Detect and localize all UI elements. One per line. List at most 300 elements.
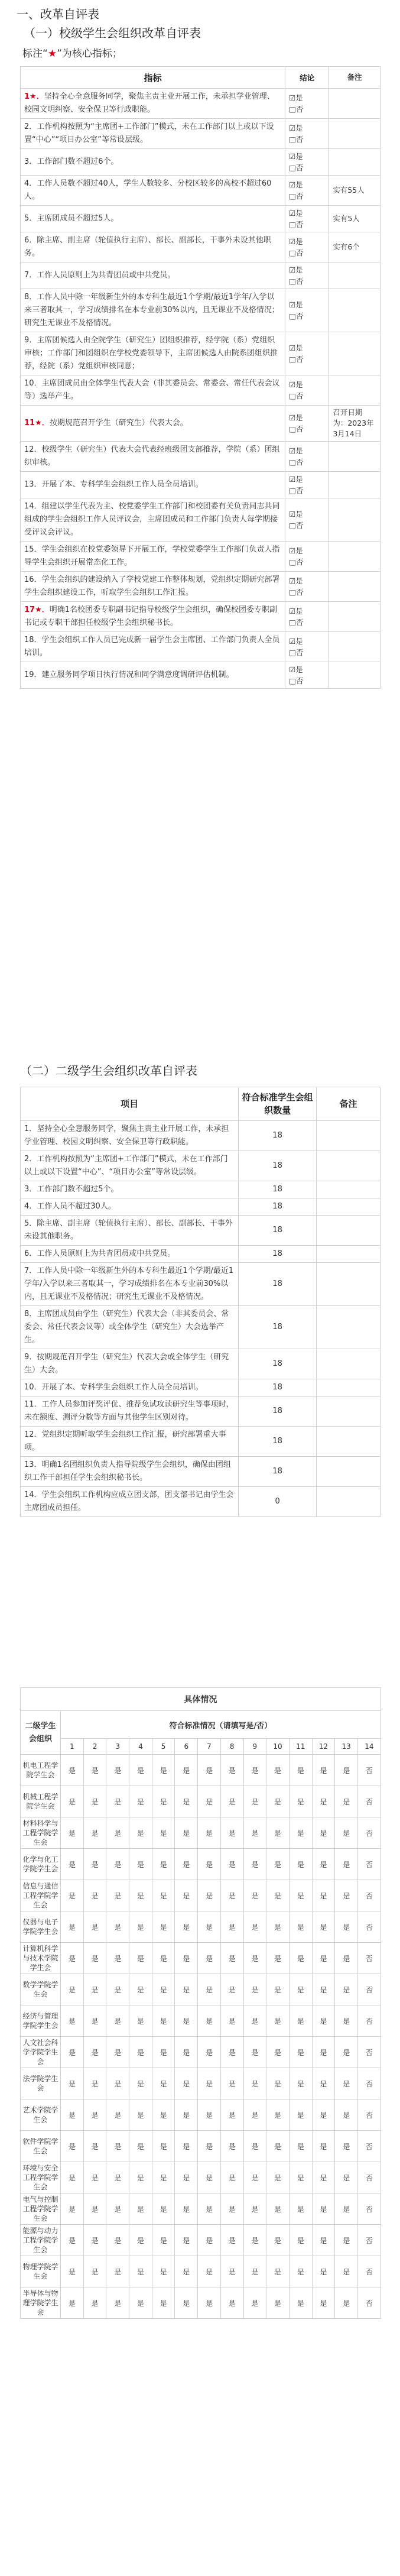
no-checkbox[interactable]: □否 [289, 105, 304, 114]
value-cell: 是 [335, 2099, 358, 2131]
table-row [21, 1181, 381, 1198]
value-cell: 是 [129, 1880, 152, 1911]
value-cell: 是 [312, 2131, 335, 2162]
yes-checkbox[interactable]: ☑是 [289, 209, 303, 218]
no-checkbox[interactable]: □否 [289, 618, 304, 627]
table-row [21, 2256, 381, 2287]
org-name-cell: 机电工程学院学生会 [21, 1755, 61, 1786]
column-number: 10 [266, 1739, 290, 1755]
table-row [21, 1306, 381, 1349]
value-cell: 是 [220, 1974, 243, 2005]
column-number: 1 [61, 1739, 84, 1755]
value-cell: 是 [266, 1880, 290, 1911]
value-cell: 是 [198, 2068, 221, 2099]
value-cell: 是 [152, 2162, 175, 2193]
value-cell: 是 [312, 2162, 335, 2193]
value-cell: 是 [312, 1755, 335, 1786]
no-checkbox[interactable]: □否 [289, 220, 304, 229]
college-level-table [20, 1087, 381, 1517]
value-cell: 是 [175, 1849, 198, 1880]
no-checkbox[interactable]: □否 [289, 163, 304, 172]
yes-checkbox[interactable]: ☑是 [289, 237, 303, 246]
remark-cell [317, 1487, 381, 1517]
indicator-cell [21, 149, 285, 176]
table-row [21, 632, 381, 662]
indicator-cell [21, 572, 285, 602]
value-cell: 是 [83, 1974, 106, 2005]
org-name-cell: 仪器与电子学院学生会 [21, 1911, 61, 1943]
value-cell: 是 [266, 2256, 290, 2287]
indicator-cell [21, 632, 285, 662]
no-checkbox[interactable]: □否 [289, 355, 304, 364]
no-checkbox[interactable]: □否 [289, 248, 304, 257]
value-cell: 是 [266, 1911, 290, 1943]
column-number: 13 [335, 1739, 358, 1755]
yes-checkbox[interactable]: ☑是 [289, 637, 303, 646]
yes-checkbox[interactable]: ☑是 [289, 180, 303, 189]
value-cell: 是 [243, 2225, 266, 2256]
indicator-cell [21, 263, 285, 289]
table-row [21, 1151, 381, 1181]
column-number: 7 [198, 1739, 221, 1755]
no-checkbox[interactable]: □否 [289, 486, 304, 495]
indicator-text: 19．建立服务同学项目执行情况和同学满意度调研评估机制。 [24, 670, 234, 679]
value-cell: 是 [198, 1817, 221, 1849]
value-cell: 是 [198, 1755, 221, 1786]
value-cell: 是 [175, 1817, 198, 1849]
item-cell: 10．开展了本、专科学生会组织工作人员全员培训。 [21, 1379, 239, 1396]
remark-cell [329, 602, 381, 632]
org-name-cell: 半导体与物理学院学生会 [21, 2287, 61, 2319]
no-checkbox[interactable]: □否 [289, 458, 304, 466]
note-quote-open: “ [43, 48, 48, 60]
remark-cell [317, 1306, 381, 1349]
value-cell: 是 [243, 2037, 266, 2068]
remark-cell [317, 1216, 381, 1246]
value-cell: 是 [312, 2193, 335, 2225]
conclusion-cell [285, 89, 329, 119]
value-cell: 是 [220, 1849, 243, 1880]
conclusion-cell [285, 263, 329, 289]
value-cell: 是 [312, 2287, 335, 2319]
remark-cell: 实有6个 [329, 232, 381, 263]
value-cell: 是 [106, 2068, 129, 2099]
value-cell: 是 [175, 2068, 198, 2099]
value-cell: 是 [335, 2162, 358, 2193]
value-cell: 是 [106, 2131, 129, 2162]
no-checkbox[interactable]: □否 [289, 391, 304, 400]
value-cell: 是 [152, 2037, 175, 2068]
value-cell: 是 [175, 2256, 198, 2287]
no-checkbox[interactable]: □否 [289, 676, 304, 685]
value-cell: 是 [129, 2193, 152, 2225]
value-cell: 是 [243, 1755, 266, 1786]
conclusion-cell [285, 176, 329, 206]
count-cell: 0 [239, 1487, 317, 1517]
count-cell: 18 [239, 1198, 317, 1216]
value-cell: 是 [129, 1943, 152, 1974]
table-row [21, 149, 381, 176]
value-cell: 是 [152, 2256, 175, 2287]
remark-cell [329, 498, 381, 542]
value-cell: 是 [61, 1755, 84, 1786]
column-number: 4 [129, 1739, 152, 1755]
value-cell: 是 [220, 1943, 243, 1974]
value-cell: 是 [152, 2068, 175, 2099]
core-star-label: 17★． [24, 605, 50, 614]
item-cell: 11．工作人员参加评奖评优、推荐免试攻读研究生等事项时，未在额度、测评分数等方面与其他学生区别对待。 [21, 1396, 239, 1427]
value-cell: 是 [129, 2005, 152, 2037]
indicator-text: 明确1名校团委专职副书记指导校级学生会组织，确保校团委专职副书记或专职干部担任校级学生会组织秘书长。 [24, 605, 278, 627]
table-row [21, 1974, 381, 2005]
value-cell: 是 [198, 2099, 221, 2131]
value-cell: 是 [289, 2287, 312, 2319]
value-cell: 是 [198, 1849, 221, 1880]
org-name-cell: 计算机科学与技术学院学生会 [21, 1943, 61, 1974]
table-row [21, 1396, 381, 1427]
value-cell: 是 [312, 2037, 335, 2068]
note-prefix: 标注 [22, 48, 43, 60]
value-cell: 是 [61, 2037, 84, 2068]
value-cell: 是 [152, 1755, 175, 1786]
conclusion-cell [285, 232, 329, 263]
count-cell: 18 [239, 1306, 317, 1349]
value-cell: 是 [152, 2193, 175, 2225]
column-number: 11 [289, 1739, 312, 1755]
value-cell: 是 [61, 1974, 84, 2005]
column-number: 6 [175, 1739, 198, 1755]
value-cell: 是 [106, 1880, 129, 1911]
value-cell: 是 [83, 2193, 106, 2225]
value-cell: 是 [106, 1943, 129, 1974]
yes-checkbox[interactable]: ☑是 [289, 576, 303, 585]
conclusion-cell [285, 542, 329, 572]
no-checkbox[interactable]: □否 [289, 312, 304, 320]
value-cell: 是 [220, 2099, 243, 2131]
value-cell: 是 [198, 1974, 221, 2005]
core-star-label: 11★． [24, 419, 50, 427]
value-cell: 是 [129, 1817, 152, 1849]
value-cell: 是 [61, 2068, 84, 2099]
value-cell: 是 [129, 2256, 152, 2287]
value-cell: 是 [312, 1786, 335, 1817]
remark-cell [329, 149, 381, 176]
count-cell: 18 [239, 1457, 317, 1487]
value-cell: 是 [289, 1817, 312, 1849]
no-checkbox[interactable]: □否 [289, 135, 304, 144]
value-cell: 是 [129, 2287, 152, 2319]
table-row [21, 1198, 381, 1216]
value-cell: 是 [289, 2193, 312, 2225]
no-checkbox[interactable]: □否 [289, 277, 304, 286]
item-cell: 1．坚持全心全意服务同学，聚焦主责主业开展工作，未承担学业管理、校园文明纠察、安全保卫等行政职能。 [21, 1121, 239, 1151]
details-table [20, 1687, 381, 2319]
column-number-row [21, 1739, 381, 1755]
value-cell: 是 [106, 2037, 129, 2068]
value-cell: 是 [335, 1880, 358, 1911]
value-cell: 是 [61, 2193, 84, 2225]
conclusion-cell [285, 632, 329, 662]
value-cell: 是 [198, 2037, 221, 2068]
table-row [21, 2193, 381, 2225]
value-cell: 是 [243, 1974, 266, 2005]
value-cell: 是 [175, 2225, 198, 2256]
table-row [21, 176, 381, 206]
value-cell: 是 [175, 2287, 198, 2319]
count-cell: 18 [239, 1379, 317, 1396]
yes-checkbox[interactable]: ☑是 [289, 607, 303, 615]
value-cell: 是 [335, 1911, 358, 1943]
org-name-cell: 经济与管理学院学生会 [21, 2005, 61, 2037]
value-cell: 是 [61, 1943, 84, 1974]
value-cell: 是 [198, 2131, 221, 2162]
conclusion-cell [285, 289, 329, 332]
conclusion-cell [285, 472, 329, 498]
indicator-text: 15．学生会组织在校党委领导下开展工作，学校党委学生工作部门负责人指导学生会组织开展常态化工作。 [24, 545, 280, 567]
remark-cell [329, 119, 381, 149]
indicator-cell [21, 119, 285, 149]
remark-cell: 实有55人 [329, 176, 381, 206]
remark-cell [317, 1457, 381, 1487]
value-cell: 是 [289, 1911, 312, 1943]
value-cell: 否 [357, 2037, 381, 2068]
conclusion-cell [285, 119, 329, 149]
value-cell: 是 [83, 1943, 106, 1974]
yes-checkbox[interactable]: ☑是 [289, 300, 303, 309]
value-cell: 是 [198, 1943, 221, 1974]
no-checkbox[interactable]: □否 [289, 425, 304, 433]
value-cell: 是 [220, 2256, 243, 2287]
remark-cell [329, 442, 381, 472]
header-count: 符合标准学生会组织数量 [239, 1087, 317, 1121]
table-row [21, 1216, 381, 1246]
table-row [21, 2287, 381, 2319]
value-cell: 否 [357, 2099, 381, 2131]
note-suffix: 为核心指标； [61, 48, 122, 60]
value-cell: 是 [61, 2225, 84, 2256]
value-cell: 是 [335, 1849, 358, 1880]
value-cell: 是 [220, 1786, 243, 1817]
count-cell: 18 [239, 1151, 317, 1181]
value-cell: 是 [83, 2005, 106, 2037]
yes-checkbox[interactable]: ☑是 [289, 124, 303, 132]
indicator-text: 4．工作人员数不超过40人，学生人数较多、分校区较多的高校不超过60人。 [24, 179, 272, 201]
org-name-cell: 信息与通信工程学院学生会 [21, 1880, 61, 1911]
org-name-cell: 材料科学与工程学院学生会 [21, 1817, 61, 1849]
value-cell: 是 [61, 2131, 84, 2162]
no-checkbox[interactable]: □否 [289, 521, 304, 530]
yes-checkbox[interactable]: ☑是 [289, 475, 303, 484]
yes-checkbox[interactable]: ☑是 [289, 546, 303, 555]
table-row [21, 1457, 381, 1487]
value-cell: 是 [198, 2005, 221, 2037]
org-name-cell: 人文社会科学学院学生会 [21, 2037, 61, 2068]
table-row [21, 542, 381, 572]
table-row [21, 263, 381, 289]
value-cell: 是 [289, 2068, 312, 2099]
value-cell: 是 [61, 2005, 84, 2037]
yes-checkbox[interactable]: ☑是 [289, 510, 303, 519]
table-row [21, 1943, 381, 1974]
column-number: 3 [106, 1739, 129, 1755]
table-row [21, 1487, 381, 1517]
value-cell: 是 [198, 1911, 221, 1943]
table-row [21, 572, 381, 602]
value-cell: 是 [152, 1786, 175, 1817]
value-cell: 是 [106, 1755, 129, 1786]
table-row [21, 2131, 381, 2162]
table-row [21, 2037, 381, 2068]
value-cell: 是 [335, 2131, 358, 2162]
table-row [21, 1786, 381, 1817]
value-cell: 是 [83, 2287, 106, 2319]
remark-cell: 召开日期为：2023年3月14日 [329, 406, 381, 442]
value-cell: 是 [129, 1786, 152, 1817]
value-cell: 是 [83, 2131, 106, 2162]
value-cell: 是 [198, 1786, 221, 1817]
conclusion-cell [285, 572, 329, 602]
value-cell: 是 [198, 2256, 221, 2287]
value-cell: 是 [243, 2099, 266, 2131]
value-cell: 是 [198, 2287, 221, 2319]
table-row [21, 119, 381, 149]
count-cell: 18 [239, 1181, 317, 1198]
remark-cell [329, 263, 381, 289]
value-cell: 否 [357, 1943, 381, 1974]
value-cell: 是 [129, 2162, 152, 2193]
remark-cell [329, 89, 381, 119]
value-cell: 是 [312, 2068, 335, 2099]
value-cell: 是 [129, 2037, 152, 2068]
value-cell: 是 [106, 2162, 129, 2193]
value-cell: 否 [357, 2287, 381, 2319]
value-cell: 是 [266, 2099, 290, 2131]
value-cell: 是 [220, 2005, 243, 2037]
remark-cell [317, 1181, 381, 1198]
indicator-cell [21, 472, 285, 498]
indicator-text: 6．除主席、副主席（轮值执行主席）、部长、副部长，干事外未设其他职务。 [24, 236, 271, 258]
value-cell: 是 [61, 1911, 84, 1943]
value-cell: 否 [357, 1911, 381, 1943]
yes-checkbox[interactable]: ☑是 [289, 413, 303, 422]
no-checkbox[interactable]: □否 [289, 648, 304, 657]
table-row [21, 1349, 381, 1379]
table-row [21, 289, 381, 332]
yes-checkbox[interactable]: ☑是 [289, 665, 303, 674]
value-cell: 否 [357, 1849, 381, 1880]
value-cell: 是 [152, 2099, 175, 2131]
value-cell: 是 [152, 2005, 175, 2037]
value-cell: 是 [61, 1817, 84, 1849]
remark-cell [317, 1263, 381, 1306]
table-row [21, 2005, 381, 2037]
indicator-text: 12．校级学生（研究生）代表大会代表经班级团支部推荐，学院（系）团组织审核。 [24, 445, 280, 467]
column-number: 9 [243, 1739, 266, 1755]
value-cell: 否 [357, 2256, 381, 2287]
yes-checkbox[interactable]: ☑是 [289, 152, 303, 161]
value-cell: 是 [175, 1786, 198, 1817]
value-cell: 是 [266, 1755, 290, 1786]
value-cell: 否 [357, 2131, 381, 2162]
value-cell: 是 [220, 1880, 243, 1911]
value-cell: 是 [289, 1880, 312, 1911]
value-cell: 是 [152, 2225, 175, 2256]
table-row [21, 232, 381, 263]
value-cell: 是 [335, 2068, 358, 2099]
value-cell: 是 [106, 2099, 129, 2131]
no-checkbox[interactable]: □否 [289, 192, 304, 200]
value-cell: 是 [312, 2256, 335, 2287]
value-cell: 是 [289, 2162, 312, 2193]
value-cell: 是 [243, 2131, 266, 2162]
remark-cell [317, 1349, 381, 1379]
value-cell: 是 [243, 1817, 266, 1849]
remark-cell [329, 332, 381, 375]
yes-checkbox[interactable]: ☑是 [289, 93, 303, 102]
value-cell: 否 [357, 2225, 381, 2256]
yes-checkbox[interactable]: ☑是 [289, 446, 303, 455]
value-cell: 否 [357, 1755, 381, 1786]
org-name-cell: 物理学院学生会 [21, 2256, 61, 2287]
value-cell: 是 [289, 2256, 312, 2287]
value-cell: 是 [83, 2256, 106, 2287]
table-row [21, 2225, 381, 2256]
yes-checkbox[interactable]: ☑是 [289, 265, 303, 274]
table-row [21, 442, 381, 472]
org-name-cell: 机械工程学院学生会 [21, 1786, 61, 1817]
indicator-cell [21, 332, 285, 375]
value-cell: 是 [83, 2099, 106, 2131]
indicator-text: 9．主席团候选人由全院学生（研究生）团组织推荐，经学院（系）党组织审核；工作部门和团组织在学校党委领导下，主席团候选人由院系团组织推荐，经院（系）党组织审核同意； [24, 336, 278, 371]
match-header: 符合标准情况（请填写是/否） [61, 1711, 381, 1739]
value-cell: 是 [289, 2099, 312, 2131]
school-level-table [20, 66, 381, 689]
value-cell: 是 [243, 1943, 266, 1974]
value-cell: 是 [289, 1943, 312, 1974]
value-cell: 是 [106, 2287, 129, 2319]
item-cell: 4．工作人员不超过30人。 [21, 1198, 239, 1216]
remark-cell [317, 1198, 381, 1216]
value-cell: 是 [220, 1817, 243, 1849]
indicator-text: 10．主席团成员由全体学生代表大会（非其委员会、常委会、常任代表会议等）选举产生。 [24, 379, 280, 401]
value-cell: 是 [266, 2005, 290, 2037]
indicator-text: 2．工作机构按照为“主席团+工作部门”模式，未在工作部门以上或以下设置“中心”“项目办公室”等常设层级。 [24, 122, 274, 144]
yes-checkbox[interactable]: ☑是 [289, 344, 303, 352]
value-cell: 否 [357, 1817, 381, 1849]
indicator-cell [21, 662, 285, 689]
table-row [21, 602, 381, 632]
value-cell: 是 [175, 2162, 198, 2193]
value-cell: 是 [61, 2287, 84, 2319]
value-cell: 是 [175, 2131, 198, 2162]
value-cell: 是 [243, 1880, 266, 1911]
yes-checkbox[interactable]: ☑是 [289, 380, 303, 389]
value-cell: 是 [61, 2256, 84, 2287]
remark-cell [329, 542, 381, 572]
value-cell: 否 [357, 2005, 381, 2037]
value-cell: 是 [266, 1786, 290, 1817]
value-cell: 是 [243, 1849, 266, 1880]
no-checkbox[interactable]: □否 [289, 588, 304, 597]
value-cell: 是 [83, 1849, 106, 1880]
value-cell: 是 [152, 2131, 175, 2162]
value-cell: 是 [312, 2005, 335, 2037]
value-cell: 是 [152, 1943, 175, 1974]
value-cell: 否 [357, 2193, 381, 2225]
no-checkbox[interactable]: □否 [289, 558, 304, 566]
core-star-label: 1★． [24, 92, 44, 101]
value-cell: 是 [243, 2256, 266, 2287]
